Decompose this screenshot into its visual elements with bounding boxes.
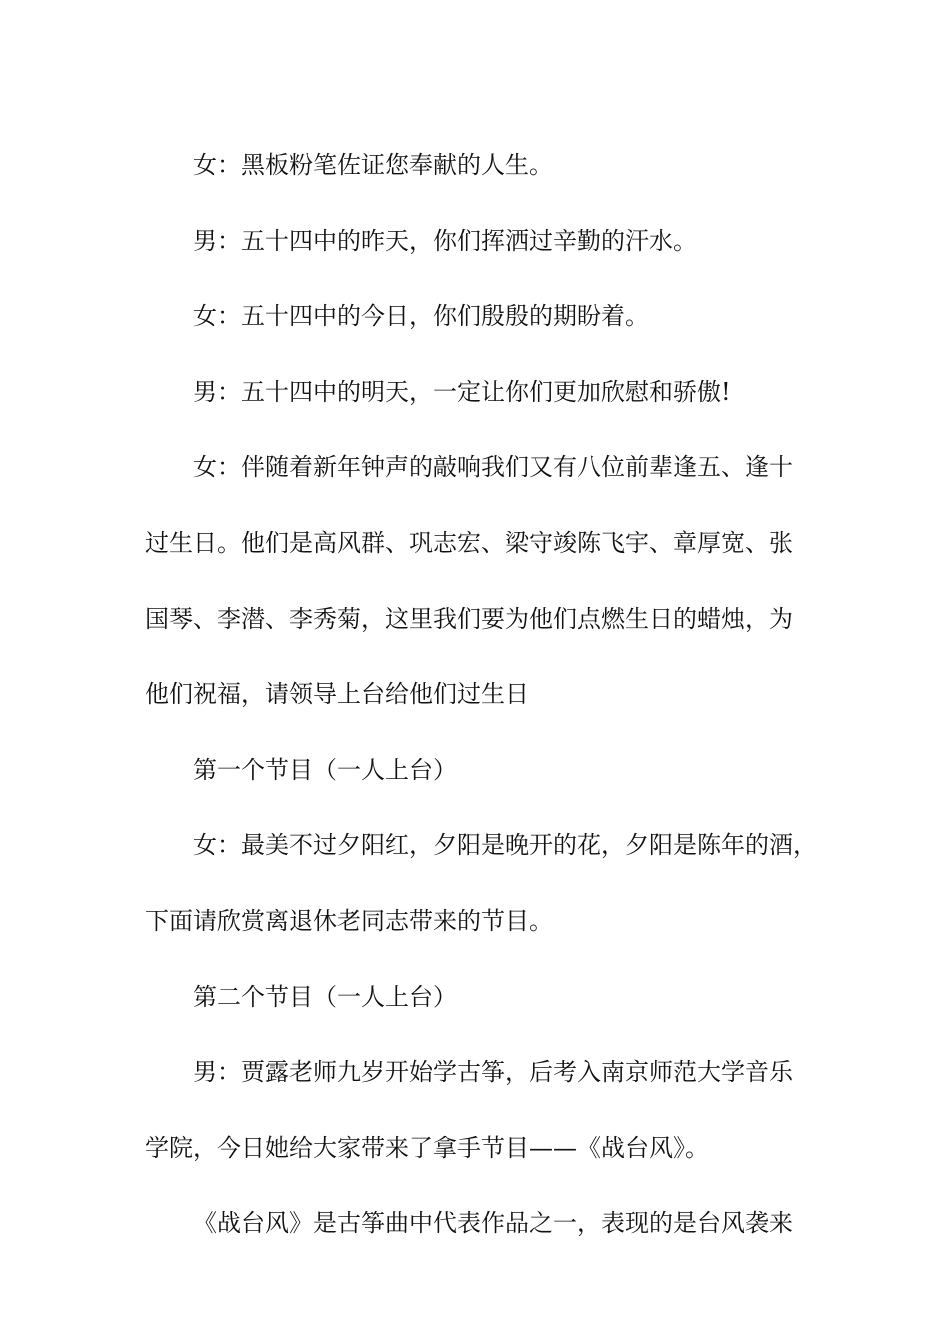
- document-body: [145, 128, 825, 1262]
- program-heading: 第二个节目（一人上台）: [193, 982, 457, 1011]
- paragraph-line: 国琴、李潜、李秀菊，这里我们要为他们点燃生日的蜡烛，为: [145, 604, 793, 633]
- paragraph-line: 女：最美不过夕阳红，夕阳是晚开的花，夕阳是陈年的酒，: [193, 831, 817, 860]
- paragraph-line: 过生日。他们是高风群、巩志宏、梁守竣陈飞宇、章厚宽、张: [145, 528, 793, 557]
- paragraph-line: 学院，今日她给大家带来了拿手节目——《战台风》。: [145, 1133, 709, 1162]
- paragraph-line: 男：五十四中的明天，一定让你们更加欣慰和骄傲!: [193, 377, 731, 406]
- paragraph-line: 男：五十四中的昨天，你们挥洒过辛勤的汗水。: [193, 226, 697, 255]
- program-heading: 第一个节目（一人上台）: [193, 755, 457, 784]
- paragraph-line: 女：五十四中的今日，你们殷殷的期盼着。: [193, 302, 649, 331]
- paragraph-line: 男：贾露老师九岁开始学古筝，后考入南京师范大学音乐: [193, 1058, 793, 1087]
- paragraph-line: 女：伴随着新年钟声的敲响我们又有八位前辈逢五、逢十: [193, 453, 793, 482]
- paragraph-line: 他们祝福，请领导上台给他们过生日: [145, 680, 529, 709]
- paragraph-line: 女：黑板粉笔佐证您奉献的人生。: [193, 151, 553, 179]
- paragraph-line: 《战台风》是古筝曲中代表作品之一，表现的是台风袭来: [193, 1209, 793, 1238]
- paragraph-line: 下面请欣赏离退休老同志带来的节目。: [145, 906, 553, 935]
